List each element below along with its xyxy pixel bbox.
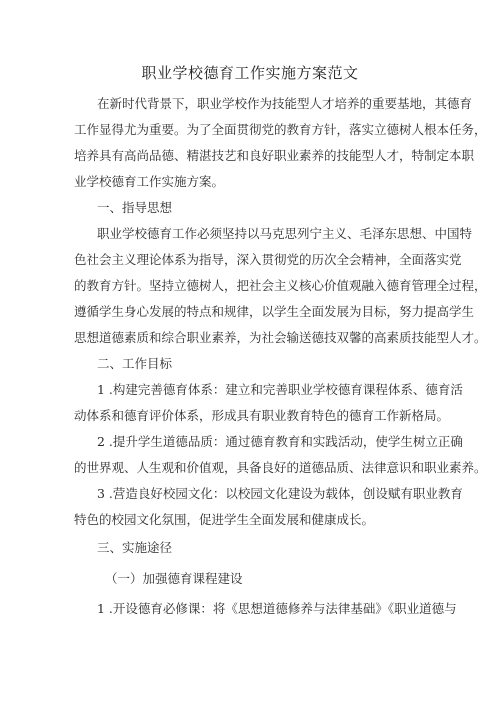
intro-line-4: 业学校德育工作实施方案。	[74, 174, 225, 189]
goal-2-line-1: 2 .提升学生道德品质：通过德育教育和实践活动，使学生树立正确	[97, 434, 463, 449]
curriculum-line-1: 1 .开设德育必修课：将《思想道德修养与法律基础》《职业道德与	[97, 601, 457, 616]
guiding-line-5: 思想道德素质和综合职业素养，为社会输送德技双馨的高素质技能型人才。	[74, 330, 487, 345]
goal-3-line-2: 特色的校园文化氛围，促进学生全面发展和健康成长。	[74, 512, 375, 527]
goal-2-line-2: 的世界观、人生观和价值观，具备良好的道德品质、法律意识和职业素养。	[74, 460, 487, 475]
goal-1-line-1: 1 .构建完善德育体系：建立和完善职业学校德育课程体系、德育活	[97, 382, 463, 397]
section-heading-implementation: 三、实施途径	[97, 540, 173, 555]
intro-line-3: 培养具有高尚品德、精湛技艺和良好职业素养的技能型人才，特制定本职	[74, 148, 475, 163]
section-heading-guiding-ideology: 一、指导思想	[97, 200, 173, 215]
intro-line-2: 工作显得尤为重要。为了全面贯彻党的教育方针，落实立德树人根本任务，	[74, 122, 487, 137]
subsection-heading-curriculum: （一）加强德育课程建设	[105, 571, 243, 586]
document-title: 职业学校德育工作实施方案范文	[141, 64, 359, 82]
guiding-line-1: 职业学校德育工作必须坚持以马克思列宁主义、毛泽东思想、中国特	[97, 226, 473, 241]
section-heading-work-goals: 二、工作目标	[97, 356, 173, 371]
guiding-line-4: 遵循学生身心发展的特点和规律，以学生全面发展为目标，努力提高学生	[74, 304, 475, 319]
intro-line-1: 在新时代背景下，职业学校作为技能型人才培养的重要基地，其德育	[97, 96, 473, 111]
guiding-line-3: 的教育方针。坚持立德树人，把社会主义核心价值观融入德育管理全过程，	[74, 278, 487, 293]
goal-1-line-2: 动体系和德育评价体系，形成具有职业教育特色的德育工作新格局。	[74, 408, 450, 423]
goal-3-line-1: 3 .营造良好校园文化：以校园文化建设为载体，创设赋有职业教育	[97, 486, 463, 501]
guiding-line-2: 色社会主义理论体系为指导，深入贯彻党的历次全会精神，全面落实党	[74, 252, 462, 267]
